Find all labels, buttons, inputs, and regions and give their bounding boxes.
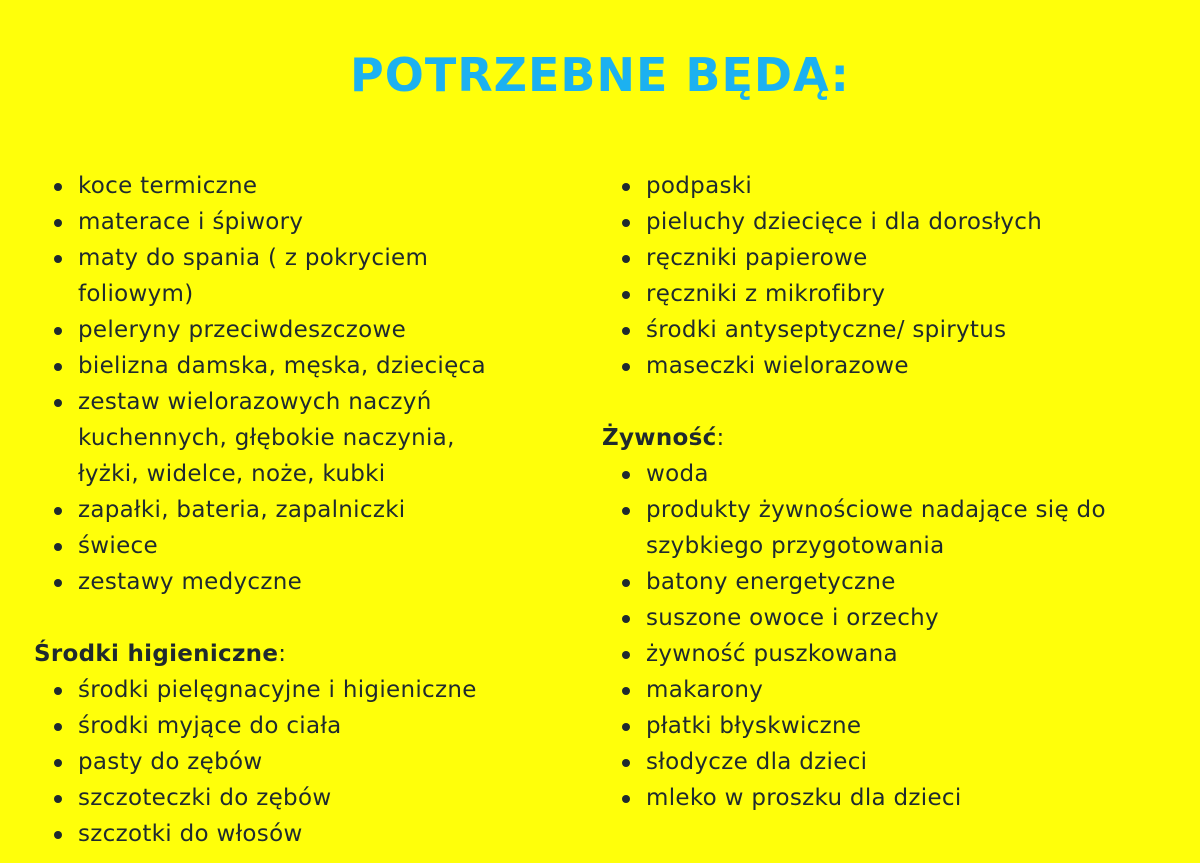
supplies-list [34,168,574,600]
list-item: maty do spania ( z pokryciem foliowym) [34,240,498,312]
bullet-icon [54,363,62,371]
bullet-icon [54,795,62,803]
bullet-icon [622,687,630,695]
hygiene-heading: Środki higieniczne: [34,641,287,667]
list-item: środki myjące do ciała [34,708,574,744]
list-item: środki antyseptyczne/ spirytus [602,312,1162,348]
list-item: żywność puszkowana [602,636,1162,672]
bullet-icon [54,219,62,227]
list-item: zestaw wielorazowych naczyń kuchennych, głębokie naczynia, łyżki, widelce, noże, kubki [34,384,518,492]
bullet-icon [622,183,630,191]
food-heading: Żywność: [602,425,725,451]
bullet-icon [622,291,630,299]
left-column [34,168,574,852]
list-item: maseczki wielorazowe [602,348,1162,384]
list-item: słodycze dla dzieci [602,744,1162,780]
list-item: peleryny przeciwdeszczowe [34,312,574,348]
bullet-icon [54,507,62,515]
bullet-icon [54,579,62,587]
list-item: zestawy medyczne [34,564,574,600]
bullet-icon [54,831,62,839]
bullet-icon [54,543,62,551]
list-item: ręczniki z mikrofibry [602,276,1162,312]
bullet-icon [54,183,62,191]
bullet-icon [54,327,62,335]
list-item: zapałki, bateria, zapalniczki [34,492,574,528]
list-item: woda [602,456,1162,492]
list-item: batony energetyczne [602,564,1162,600]
list-item: podpaski [602,168,1162,204]
list-item: bielizna damska, męska, dziecięca [34,348,574,384]
bullet-icon [54,759,62,767]
bullet-icon [622,219,630,227]
list-item: makarony [602,672,1162,708]
bullet-icon [54,723,62,731]
supplies-list-continued [602,168,1162,384]
list-item: pasty do zębów [34,744,574,780]
list-item: szczoteczki do zębów [34,780,574,816]
bullet-icon [54,399,62,407]
list-item: środki pielęgnacyjne i higieniczne [34,672,574,708]
bullet-icon [622,471,630,479]
page-title: POTRZEBNE BĘDĄ: [350,48,850,102]
list-item: pieluchy dziecięce i dla dorosłych [602,204,1162,240]
bullet-icon [622,327,630,335]
list-item: materace i śpiwory [34,204,574,240]
right-column [602,168,1162,816]
bullet-icon [622,255,630,263]
food-list [602,456,1162,816]
bullet-icon [622,651,630,659]
list-item: płatki błyskwiczne [602,708,1162,744]
bullet-icon [622,795,630,803]
list-item: świece [34,528,574,564]
bullet-icon [54,255,62,263]
bullet-icon [622,363,630,371]
list-item: ręczniki papierowe [602,240,1162,276]
list-item: szczotki do włosów [34,816,574,852]
hygiene-list [34,672,574,852]
bullet-icon [622,579,630,587]
list-item: produkty żywnościowe nadające się do szybkiego przygotowania [602,492,1146,564]
bullet-icon [54,687,62,695]
bullet-icon [622,759,630,767]
bullet-icon [622,615,630,623]
bullet-icon [622,507,630,515]
list-item: mleko w proszku dla dzieci [602,780,1162,816]
list-item: suszone owoce i orzechy [602,600,1162,636]
list-item: koce termiczne [34,168,574,204]
bullet-icon [622,723,630,731]
